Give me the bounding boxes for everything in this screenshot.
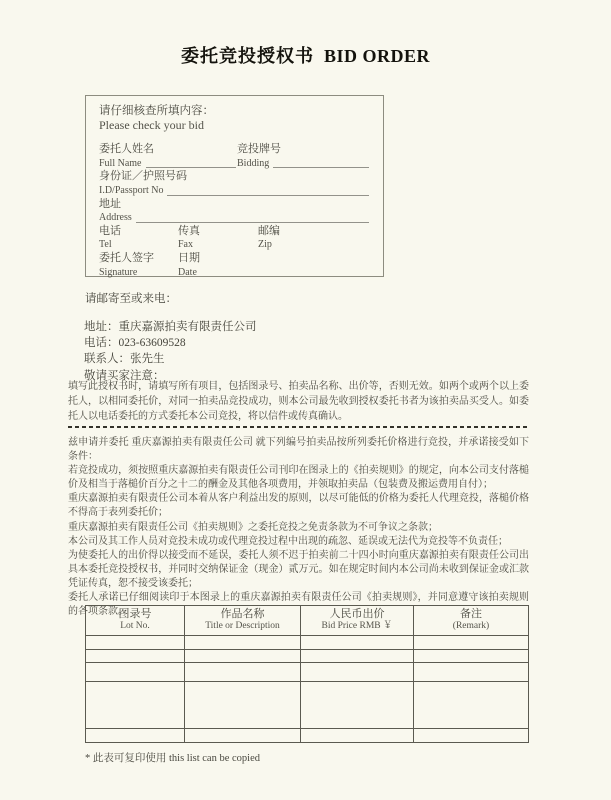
zip-label-en: Zip [258, 239, 272, 251]
terms-item: 若竞投成功，须按照重庆嘉源拍卖有限责任公司刊印在图录上的《拍卖规则》的规定，向本公司支付落槌价及相当于落槌价百分之十二的酬金及其他各项费用，并领取拍卖品（包装费及搬运费用自付）； [68, 465, 529, 491]
full-name-field-line [146, 167, 237, 168]
terms-block [68, 436, 529, 619]
contact-address: 地址：重庆嘉源拍卖有限责任公司 [84, 321, 257, 333]
zip-label-cn: 邮编 [258, 224, 280, 237]
address-label-row [99, 198, 370, 212]
table-row [86, 728, 529, 742]
table-cell [86, 649, 185, 662]
buyer-attention-note: 敬请买家注意： [84, 369, 165, 382]
dashed-divider [68, 426, 528, 428]
id-field-row [99, 184, 370, 198]
table-cell [185, 728, 301, 742]
name-paddle-labels-row [99, 143, 370, 157]
table-cell [301, 681, 414, 728]
id-label-en: I.D/Passport No [99, 184, 164, 196]
fax-label-cn: 传真 [178, 224, 200, 237]
terms-intro: 兹申请并委托 重庆嘉源拍卖有限责任公司 就下列编号拍卖品按所列委托价格进行竞投，并承诺接受如下条件： [68, 437, 529, 463]
check-note-cn: 请仔细核查所填内容： [99, 105, 214, 117]
signature-date-en-row [99, 266, 370, 280]
full-name-label-en: Full Name [99, 157, 142, 169]
fax-label-en: Fax [178, 239, 193, 251]
table-cell [301, 728, 414, 742]
paddle-label-en: Bidding [237, 157, 270, 169]
col-header-remark: 备注 (Remark) [414, 606, 529, 636]
table-row [86, 635, 529, 649]
address-label-en: Address [99, 212, 132, 224]
table-cell [414, 728, 529, 742]
table-cell [185, 635, 301, 649]
table-cell [414, 649, 529, 662]
mail-note: 请邮寄至或来电： [85, 293, 177, 305]
check-note-en: Please check your bid [99, 117, 204, 132]
paddle-label-cn: 竞投牌号 [237, 143, 281, 156]
table-header-row [86, 606, 529, 636]
terms-item: 本公司及其工作人员对竞投未成功或代理竞投过程中出现的疏忽、延误或无法代为竞投等不负责任； [68, 535, 508, 547]
table-cell [185, 662, 301, 681]
table-cell [301, 649, 414, 662]
page-title-cn: 委托竞投授权书 [180, 46, 314, 66]
date-label-en: Date [178, 266, 197, 278]
table-cell [414, 681, 529, 728]
table-row [86, 649, 529, 662]
address-field-line [136, 211, 369, 223]
terms-item: 重庆嘉源拍卖有限责任公司本着从客户利益出发的原则，以尽可能低的价格为委托人代理竞投，落槌价格不得高于表列委托价； [68, 493, 529, 519]
table-cell [86, 728, 185, 742]
tel-fax-zip-en-row [99, 238, 370, 252]
terms-item: 为使委托人的出价得以接受而不延误，委托人须不迟于拍卖前二十四小时向重庆嘉源拍卖有限责任公司出具本委托竞投授权书，并同时交纳保证金（现金）贰万元。如在规定时间内本公司尚未收到保证金或汇款凭证传真，恕不接受该委托； [68, 549, 529, 589]
name-paddle-fields-row [99, 157, 370, 171]
table-cell [185, 649, 301, 662]
check-panel [85, 95, 384, 277]
table-cell [86, 681, 185, 728]
bid-lots-table [85, 605, 529, 743]
paddle-field-line [273, 167, 369, 168]
col-header-title: 作品名称 Title or Description [185, 606, 301, 636]
signature-label-cn: 委托人签字 [99, 251, 154, 264]
address-field-row [99, 211, 370, 225]
tel-fax-zip-labels-row [99, 225, 370, 239]
table-cell [86, 662, 185, 681]
signature-date-labels-row [99, 252, 370, 266]
table-cell [86, 635, 185, 649]
table-cell [185, 681, 301, 728]
page-title-en: BID ORDER [323, 46, 430, 66]
table-cell [301, 635, 414, 649]
signature-label-en: Signature [99, 266, 138, 278]
col-header-bid-price: 人民币出价 Bid Price RMB ￥ [301, 606, 414, 636]
full-name-label-cn: 委托人姓名 [99, 143, 154, 156]
date-label-cn: 日期 [178, 251, 200, 264]
table-cell [414, 635, 529, 649]
filling-instructions: 填写此授权书时，请填写所有项目，包括图录号、拍卖品名称、出价等，否则无效。如两个或两个以上委托人，以相同委托价，对同一拍卖品竞投成功，则本公司最先收到授权委托书者为该拍卖品买受人。如委托人以电话委托的方式委托本公司竞投，将以信件或传真确认。 [68, 381, 529, 423]
terms-item: 委托人承诺已仔细阅读印于本图录上的重庆嘉源拍卖有限责任公司《拍卖规则》，并同意遵守该拍卖规则的各项条款。 [68, 592, 529, 618]
spacer [99, 132, 370, 143]
id-field-line [167, 184, 369, 196]
page-title [0, 42, 611, 68]
col-header-lot-no: 图录号 Lot No. [86, 606, 185, 636]
address-label-cn: 地址 [99, 197, 121, 210]
tel-label-cn: 电话 [99, 224, 121, 237]
copy-footnote: * 此表可复印使用 this list can be copied [85, 753, 260, 764]
id-label-cn: 身份证／护照号码 [99, 170, 187, 183]
table-row [86, 681, 529, 728]
terms-item: 重庆嘉源拍卖有限责任公司《拍卖规则》之委托竞投之免责条款为不可争议之条款； [68, 521, 438, 533]
table-cell [301, 662, 414, 681]
contact-person: 联系人：张先生 [84, 353, 165, 366]
contact-block [84, 319, 257, 384]
contact-phone: 电话：023-63609528 [84, 337, 186, 350]
tel-label-en: Tel [99, 239, 112, 251]
table-row [86, 662, 529, 681]
table-cell [414, 662, 529, 681]
id-label-row [99, 170, 370, 184]
